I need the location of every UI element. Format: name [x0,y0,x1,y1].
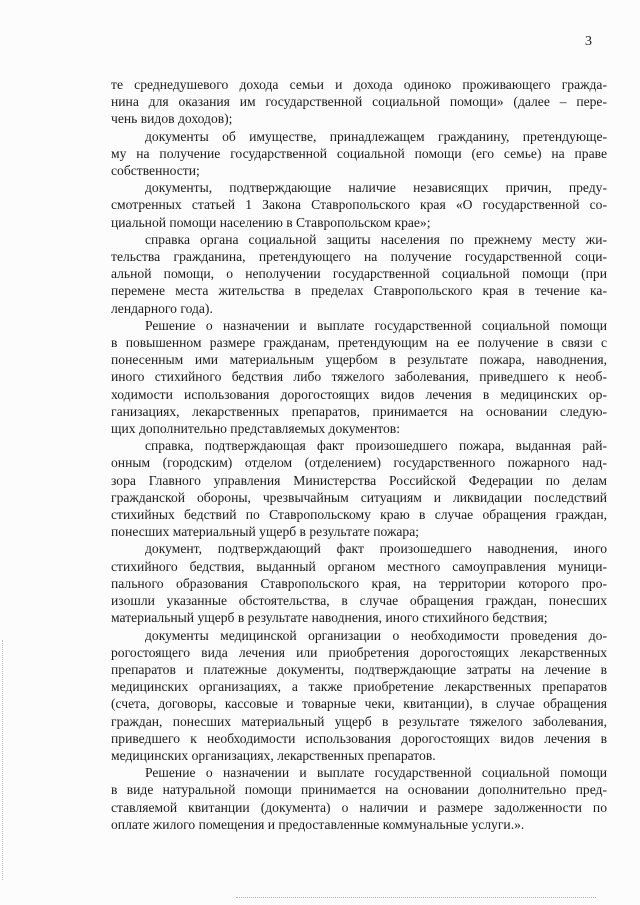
text-line: циальной помощи населению в Ставропольском крае»; [111,214,431,230]
text-line: ганизациях, лекарственных препаратов, принимается на основании следую- [111,403,607,419]
text-line: Решение о назначении и выплате государственной социальной помощи [145,765,607,781]
text-line: (счета, договоры, кассовые и товарные чеки, квитанции), в случае обращения [111,696,607,712]
text-line: собственности; [111,163,200,179]
paragraph [111,437,607,540]
paragraph [111,317,607,437]
document-body [111,76,607,833]
text-line: смотренных статьей 1 Закона Ставропольского края «О государственной со- [111,197,607,213]
text-line: справка органа социальной защиты населения по прежнему месту жи- [145,231,607,247]
text-line: медицинских организациях, а также приобретение лекарственных препаратов [111,679,607,695]
text-line: граждан, понесших материальный ущерб в результате тяжелого заболевания, [111,713,607,729]
text-line: стихийных бедствий по Ставропольскому краю в случае обращения граждан, [111,507,607,523]
paragraph [111,76,607,128]
text-line: тельства гражданина, претендующего на получение государственной соци- [111,249,607,265]
text-line: документы медицинской организации о необходимости проведения до- [145,627,607,643]
text-line: ставляемой квитанции (документа) о наличии и размере задолженности по [111,799,607,815]
text-line: зора Главного управления Министерства Российской Федерации по делам [111,472,607,488]
text-line: в повышенном размере гражданам, претендующим на ее получение в связи с [111,335,607,351]
text-line: пального образования Ставропольского края, на территории которого про- [111,575,607,591]
text-line: справка, подтверждающая факт произошедшего пожара, выданная рай- [145,438,607,454]
paragraph [111,627,607,765]
scan-bottom-marks [236,897,596,899]
text-line: нина для оказания им государственной социальной помощи» (далее – пере- [111,94,607,110]
text-line: ходимости использования дорогостоящих видов лечения в медицинских ор- [111,386,607,402]
text-line: иного стихийного бедствия либо тяжелого заболевания, приведшего к необ- [111,369,607,385]
text-line: документ, подтверждающий факт произошедшего наводнения, иного [145,541,607,557]
text-line: гражданской обороны, чрезвычайным ситуациям и ликвидации последствий [111,489,607,505]
paragraph [111,540,607,626]
paragraph [111,231,607,317]
text-line: му на получение государственной социальной помощи (его семье) на праве [111,145,607,161]
page-number: 3 [585,34,592,49]
text-line: рогостоящего вида лечения или приобретения дорогостоящих лекарственных [111,644,607,660]
text-line: препаратов и платежные документы, подтверждающие затраты на лечение в [111,661,607,677]
text-line: понесших материальный ущерб в результате пожара; [111,524,420,540]
text-line: изошли указанные обстоятельства, в случае обращения граждан, понесших [111,593,607,609]
text-line: в виде натуральной помощи принимается на основании дополнительно пред- [111,782,607,798]
text-line: те среднедушевого дохода семьи и дохода одиноко проживающего гражда- [111,77,607,92]
paragraph [111,764,607,833]
text-line: Решение о назначении и выплате государственной социальной помощи [145,317,607,333]
text-line: медицинских организациях, лекарственных препаратов. [111,747,436,763]
paragraph [111,179,607,231]
text-line: стихийного бедствия, выданный органом местного самоуправления муници- [111,558,607,574]
paragraph [111,128,607,180]
text-line: понесенным ими материальным ущербом в результате пожара, наводнения, [111,352,607,368]
text-line: оплате жилого помещения и предоставленные коммунальные услуги.». [111,816,525,832]
text-line: щих дополнительно представляемых документов: [111,421,400,437]
text-line: альной помощи, о неполучении государственной социальной помощи (при [111,266,607,282]
text-line: перемене места жительства в пределах Ставропольского края в течение ка- [111,283,607,299]
text-line: документы, подтверждающие наличие независящих причин, преду- [145,180,607,196]
text-line: чень видов доходов); [111,111,233,127]
text-line: онным (городским) отделом (отделением) государственного пожарного над- [111,455,607,471]
text-line: документы об имуществе, принадлежащем гражданину, претендующе- [145,128,607,144]
text-line: материальный ущерб в результате наводнения, иного стихийного бедствия; [111,610,548,626]
text-line: лендарного года). [111,300,213,316]
scan-edge-marks [2,640,5,880]
text-line: приведшего к необходимости использования дорогостоящих видов лечения в [111,730,607,746]
